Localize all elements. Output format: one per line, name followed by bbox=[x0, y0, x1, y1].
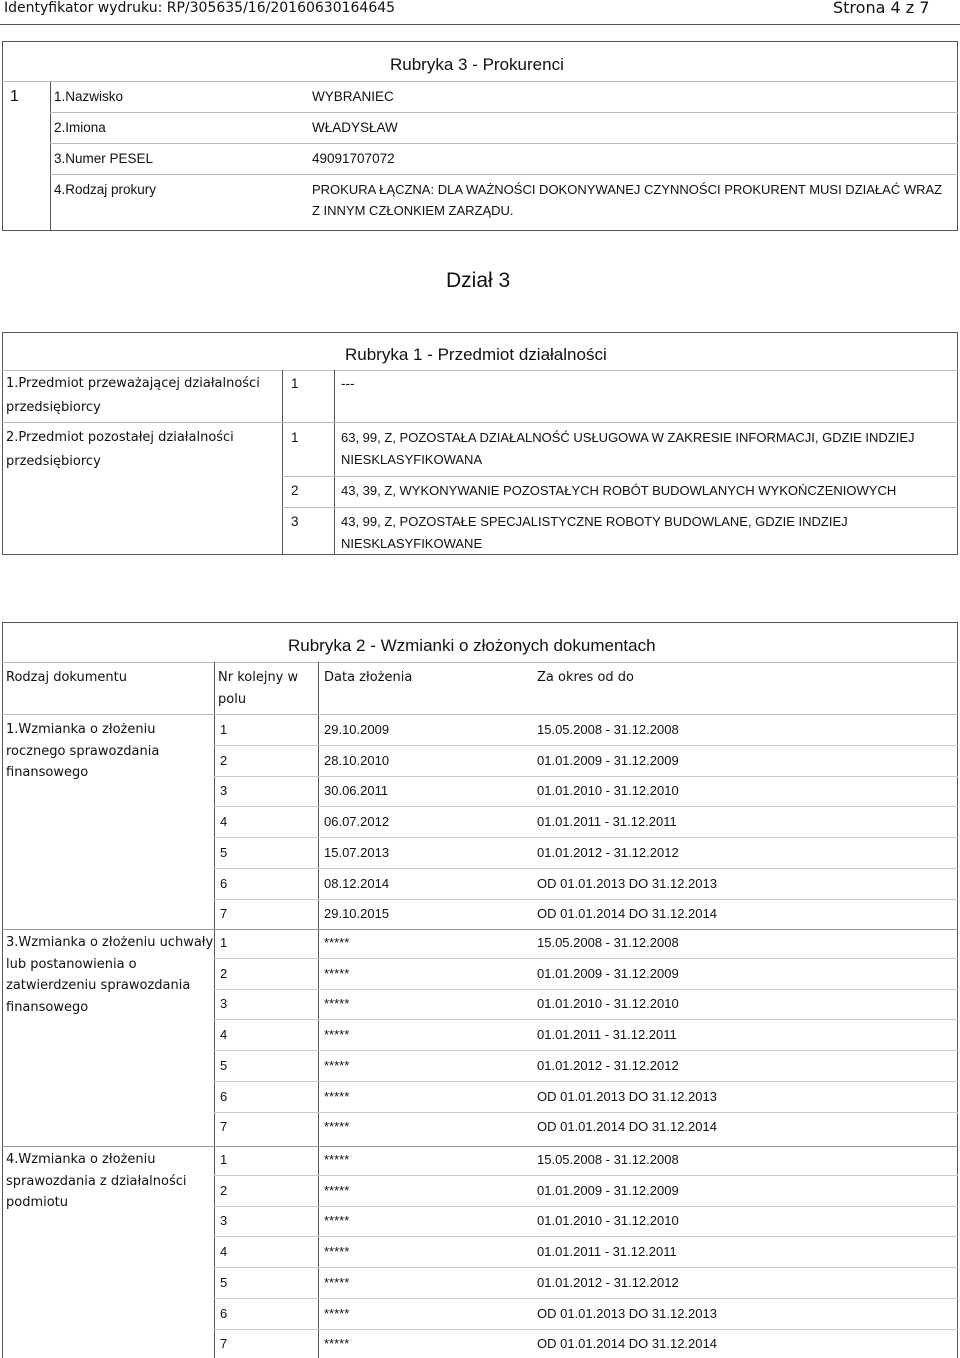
wzmianka-okres: OD 01.01.2013 DO 31.12.2013 bbox=[537, 875, 717, 891]
przedmiot-item-line2: NIESKLASYFIKOWANE bbox=[341, 536, 483, 551]
wzmianka-data: ***** bbox=[324, 1182, 350, 1198]
wzmianki-title: Rubryka 2 - Wzmianki o złożonych dokumentach bbox=[288, 636, 656, 655]
label-nazwisko: 1.Nazwisko bbox=[54, 89, 124, 104]
wzmianka-nr: 5 bbox=[220, 1057, 228, 1073]
wzmianka-okres: 01.01.2012 - 31.12.2012 bbox=[537, 1057, 679, 1073]
wzmianka-data: ***** bbox=[324, 1027, 350, 1043]
label-pesel: 3.Numer PESEL bbox=[54, 151, 154, 166]
wzmianka-nr: 2 bbox=[220, 1182, 228, 1198]
wzmianka-nr: 1 bbox=[220, 1152, 228, 1167]
wzmianka-okres: 01.01.2012 - 31.12.2012 bbox=[537, 844, 679, 860]
wzmianka-okres: 15.05.2008 - 31.12.2008 bbox=[537, 1152, 679, 1167]
wzmianka-data: ***** bbox=[324, 1244, 350, 1260]
wzmianka-nr: 4 bbox=[220, 1027, 228, 1043]
col-za-okres: Za okres od do bbox=[537, 670, 634, 685]
wzmianka-okres: 01.01.2011 - 31.12.2011 bbox=[537, 1244, 677, 1260]
row-divider bbox=[214, 899, 958, 900]
wzmianka-data: 08.12.2014 bbox=[324, 875, 390, 891]
row-divider bbox=[214, 1206, 958, 1207]
label-imiona: 2.Imiona bbox=[54, 120, 106, 135]
wzmianka-data: ***** bbox=[324, 1119, 350, 1135]
wzmianka-data: ***** bbox=[324, 965, 350, 981]
wzmianka-data: ***** bbox=[324, 996, 350, 1012]
wzmianka-label-line: lub postanowienia o bbox=[6, 956, 137, 972]
row-divider bbox=[214, 1175, 958, 1176]
row-divider bbox=[214, 1112, 958, 1113]
wzmianka-okres: 15.05.2008 - 31.12.2008 bbox=[537, 722, 679, 737]
row-divider bbox=[214, 1298, 958, 1299]
wzmianka-nr: 1 bbox=[220, 935, 228, 950]
row-divider bbox=[214, 1081, 958, 1082]
wzmianka-data: ***** bbox=[324, 1213, 350, 1229]
group-divider bbox=[2, 929, 958, 930]
przedmiot-title: Rubryka 1 - Przedmiot działalności bbox=[345, 345, 607, 364]
wzmianka-data: ***** bbox=[324, 1336, 350, 1352]
wzmianka-data: ***** bbox=[324, 1057, 350, 1073]
wzmianka-label-line: 4.Wzmianka o złożeniu bbox=[6, 1152, 156, 1167]
wzmianka-okres: OD 01.01.2013 DO 31.12.2013 bbox=[537, 1088, 717, 1104]
wzmianka-nr: 3 bbox=[220, 1213, 228, 1229]
wzmianka-nr: 6 bbox=[220, 875, 228, 891]
page-number: Strona 4 z 7 bbox=[833, 0, 930, 17]
wzmianka-data: ***** bbox=[324, 935, 350, 950]
wzmianka-data: 30.06.2011 bbox=[324, 783, 389, 799]
wzmianka-okres: 01.01.2010 - 31.12.2010 bbox=[537, 783, 679, 799]
col-nr-kolejny-2: polu bbox=[218, 692, 247, 707]
col-nr-kolejny-1: Nr kolejny w bbox=[218, 670, 299, 685]
row-divider bbox=[214, 1019, 958, 1020]
wzmianka-data: ***** bbox=[324, 1152, 350, 1167]
wzmianka-data: ***** bbox=[324, 1274, 350, 1290]
value-rodzaj-prokury-line2: Z INNYM CZŁONKIEM ZARZĄDU. bbox=[312, 203, 514, 218]
przedmiot-przewazajacy-num: 1 bbox=[291, 376, 299, 391]
wzmianka-nr: 3 bbox=[220, 783, 228, 799]
wzmianka-data: ***** bbox=[324, 1088, 350, 1104]
value-rodzaj-prokury-line1: PROKURA ŁĄCZNA: DLA WAŻNOŚCI DOKONYWANEJ CZYNNOŚCI PROKURENT MUSI DZIAŁAĆ WRAZ bbox=[312, 182, 943, 197]
row-divider bbox=[214, 806, 958, 807]
przedmiot-item-line1: 43, 39, Z, WYKONYWANIE POZOSTAŁYCH ROBÓT BUDOWLANYCH WYKOŃCZENIOWYCH bbox=[341, 483, 897, 498]
wzmianka-label-line: finansowego bbox=[6, 765, 89, 780]
wzmianka-data: 06.07.2012 bbox=[324, 814, 390, 830]
wzmianka-data: 15.07.2013 bbox=[324, 844, 390, 860]
wzmianka-nr: 5 bbox=[220, 844, 228, 860]
row-divider bbox=[214, 1329, 958, 1330]
row-divider bbox=[214, 989, 958, 990]
row-divider bbox=[214, 1236, 958, 1237]
wzmianka-okres: 01.01.2010 - 31.12.2010 bbox=[537, 1213, 679, 1229]
wzmianka-data: ***** bbox=[324, 1305, 350, 1321]
wzmianka-nr: 2 bbox=[220, 752, 228, 768]
dzial-title: Dział 3 bbox=[446, 269, 511, 292]
wzmianka-nr: 4 bbox=[220, 1244, 228, 1260]
col-data-zlozenia: Data złożenia bbox=[324, 670, 413, 685]
przedmiot-pozostaly-label-2: przedsiębiorcy bbox=[6, 454, 101, 469]
wzmianka-okres: OD 01.01.2014 DO 31.12.2014 bbox=[537, 1119, 717, 1135]
wzmianka-nr: 6 bbox=[220, 1305, 228, 1321]
wzmianka-data: 29.10.2009 bbox=[324, 722, 390, 737]
wzmianka-okres: OD 01.01.2014 DO 31.12.2014 bbox=[537, 1336, 717, 1352]
value-pesel: 49091707072 bbox=[312, 151, 395, 166]
wzmianka-nr: 3 bbox=[220, 996, 228, 1012]
wzmianka-label-line: 1.Wzmianka o złożeniu bbox=[6, 722, 156, 737]
przedmiot-przewazajacy-label-1: 1.Przedmiot przeważającej działalności bbox=[6, 376, 260, 391]
wzmianka-label-line: zatwierdzeniu sprawozdania bbox=[6, 978, 191, 993]
wzmianka-okres: 01.01.2011 - 31.12.2011 bbox=[537, 814, 677, 830]
przedmiot-przewazajacy-label-2: przedsiębiorcy bbox=[6, 400, 101, 415]
przedmiot-pozostaly-label-1: 2.Przedmiot pozostałej działalności bbox=[6, 430, 234, 445]
wzmianka-label-line: 3.Wzmianka o złożeniu uchwały bbox=[6, 935, 214, 950]
print-identifier: Identyfikator wydruku: RP/305635/16/20160630164645 bbox=[4, 0, 396, 16]
wzmianka-nr: 1 bbox=[220, 722, 228, 737]
value-imiona: WŁADYSŁAW bbox=[312, 120, 398, 135]
przedmiot-item-num: 2 bbox=[291, 483, 299, 498]
przedmiot-item-line2: NIESKLASYFIKOWANA bbox=[341, 452, 483, 467]
przedmiot-item-num: 1 bbox=[291, 430, 299, 445]
wzmianka-okres: 15.05.2008 - 31.12.2008 bbox=[537, 935, 679, 950]
wzmianka-nr: 7 bbox=[220, 1119, 228, 1135]
wzmianka-label-line: rocznego sprawozdania bbox=[6, 743, 160, 759]
wzmianka-okres: 01.01.2010 - 31.12.2010 bbox=[537, 996, 679, 1012]
header-divider bbox=[0, 24, 960, 25]
wzmianka-okres: 01.01.2012 - 31.12.2012 bbox=[537, 1274, 679, 1290]
wzmianka-nr: 7 bbox=[220, 906, 228, 922]
wzmianka-label-line: finansowego bbox=[6, 999, 89, 1015]
przedmiot-item-line1: 63, 99, Z, POZOSTAŁA DZIAŁALNOŚĆ USŁUGOWA W ZAKRESIE INFORMACJI, GDZIE INDZIEJ bbox=[341, 430, 915, 445]
wzmianka-label-line: sprawozdania z działalności bbox=[6, 1173, 187, 1189]
wzmianka-nr: 2 bbox=[220, 965, 228, 981]
row-divider bbox=[214, 868, 958, 869]
wzmianka-okres: OD 01.01.2013 DO 31.12.2013 bbox=[537, 1305, 717, 1321]
wzmianka-okres: 01.01.2009 - 31.12.2009 bbox=[537, 752, 679, 768]
wzmianka-label-line: podmiotu bbox=[6, 1195, 69, 1210]
value-nazwisko: WYBRANIEC bbox=[312, 89, 394, 104]
prokurent-index: 1 bbox=[10, 88, 19, 105]
group-divider bbox=[2, 1146, 958, 1147]
wzmianka-nr: 4 bbox=[220, 814, 228, 830]
wzmianka-okres: 01.01.2009 - 31.12.2009 bbox=[537, 1182, 679, 1198]
row-divider bbox=[214, 745, 958, 746]
wzmianka-okres: OD 01.01.2014 DO 31.12.2014 bbox=[537, 906, 717, 922]
row-divider bbox=[214, 837, 958, 838]
wzmianka-data: 28.10.2010 bbox=[324, 752, 390, 768]
row-divider bbox=[214, 1267, 958, 1268]
row-divider bbox=[214, 1050, 958, 1051]
wzmianka-nr: 6 bbox=[220, 1088, 228, 1104]
wzmianka-data: 29.10.2015 bbox=[324, 906, 390, 922]
wzmianka-nr: 5 bbox=[220, 1274, 228, 1290]
wzmianka-okres: 01.01.2011 - 31.12.2011 bbox=[537, 1027, 677, 1043]
przedmiot-item-line1: 43, 99, Z, POZOSTAŁE SPECJALISTYCZNE ROBOTY BUDOWLANE, GDZIE INDZIEJ bbox=[341, 514, 848, 529]
col-rodzaj-dokumentu: Rodzaj dokumentu bbox=[6, 670, 127, 685]
row-divider bbox=[214, 776, 958, 777]
wzmianka-nr: 7 bbox=[220, 1336, 228, 1352]
row-divider bbox=[214, 958, 958, 959]
prokurenci-title: Rubryka 3 - Prokurenci bbox=[390, 55, 564, 74]
wzmianka-okres: 01.01.2009 - 31.12.2009 bbox=[537, 965, 679, 981]
label-rodzaj-prokury: 4.Rodzaj prokury bbox=[54, 182, 157, 197]
przedmiot-item-num: 3 bbox=[291, 514, 299, 529]
przedmiot-przewazajacy-value: --- bbox=[341, 376, 355, 391]
